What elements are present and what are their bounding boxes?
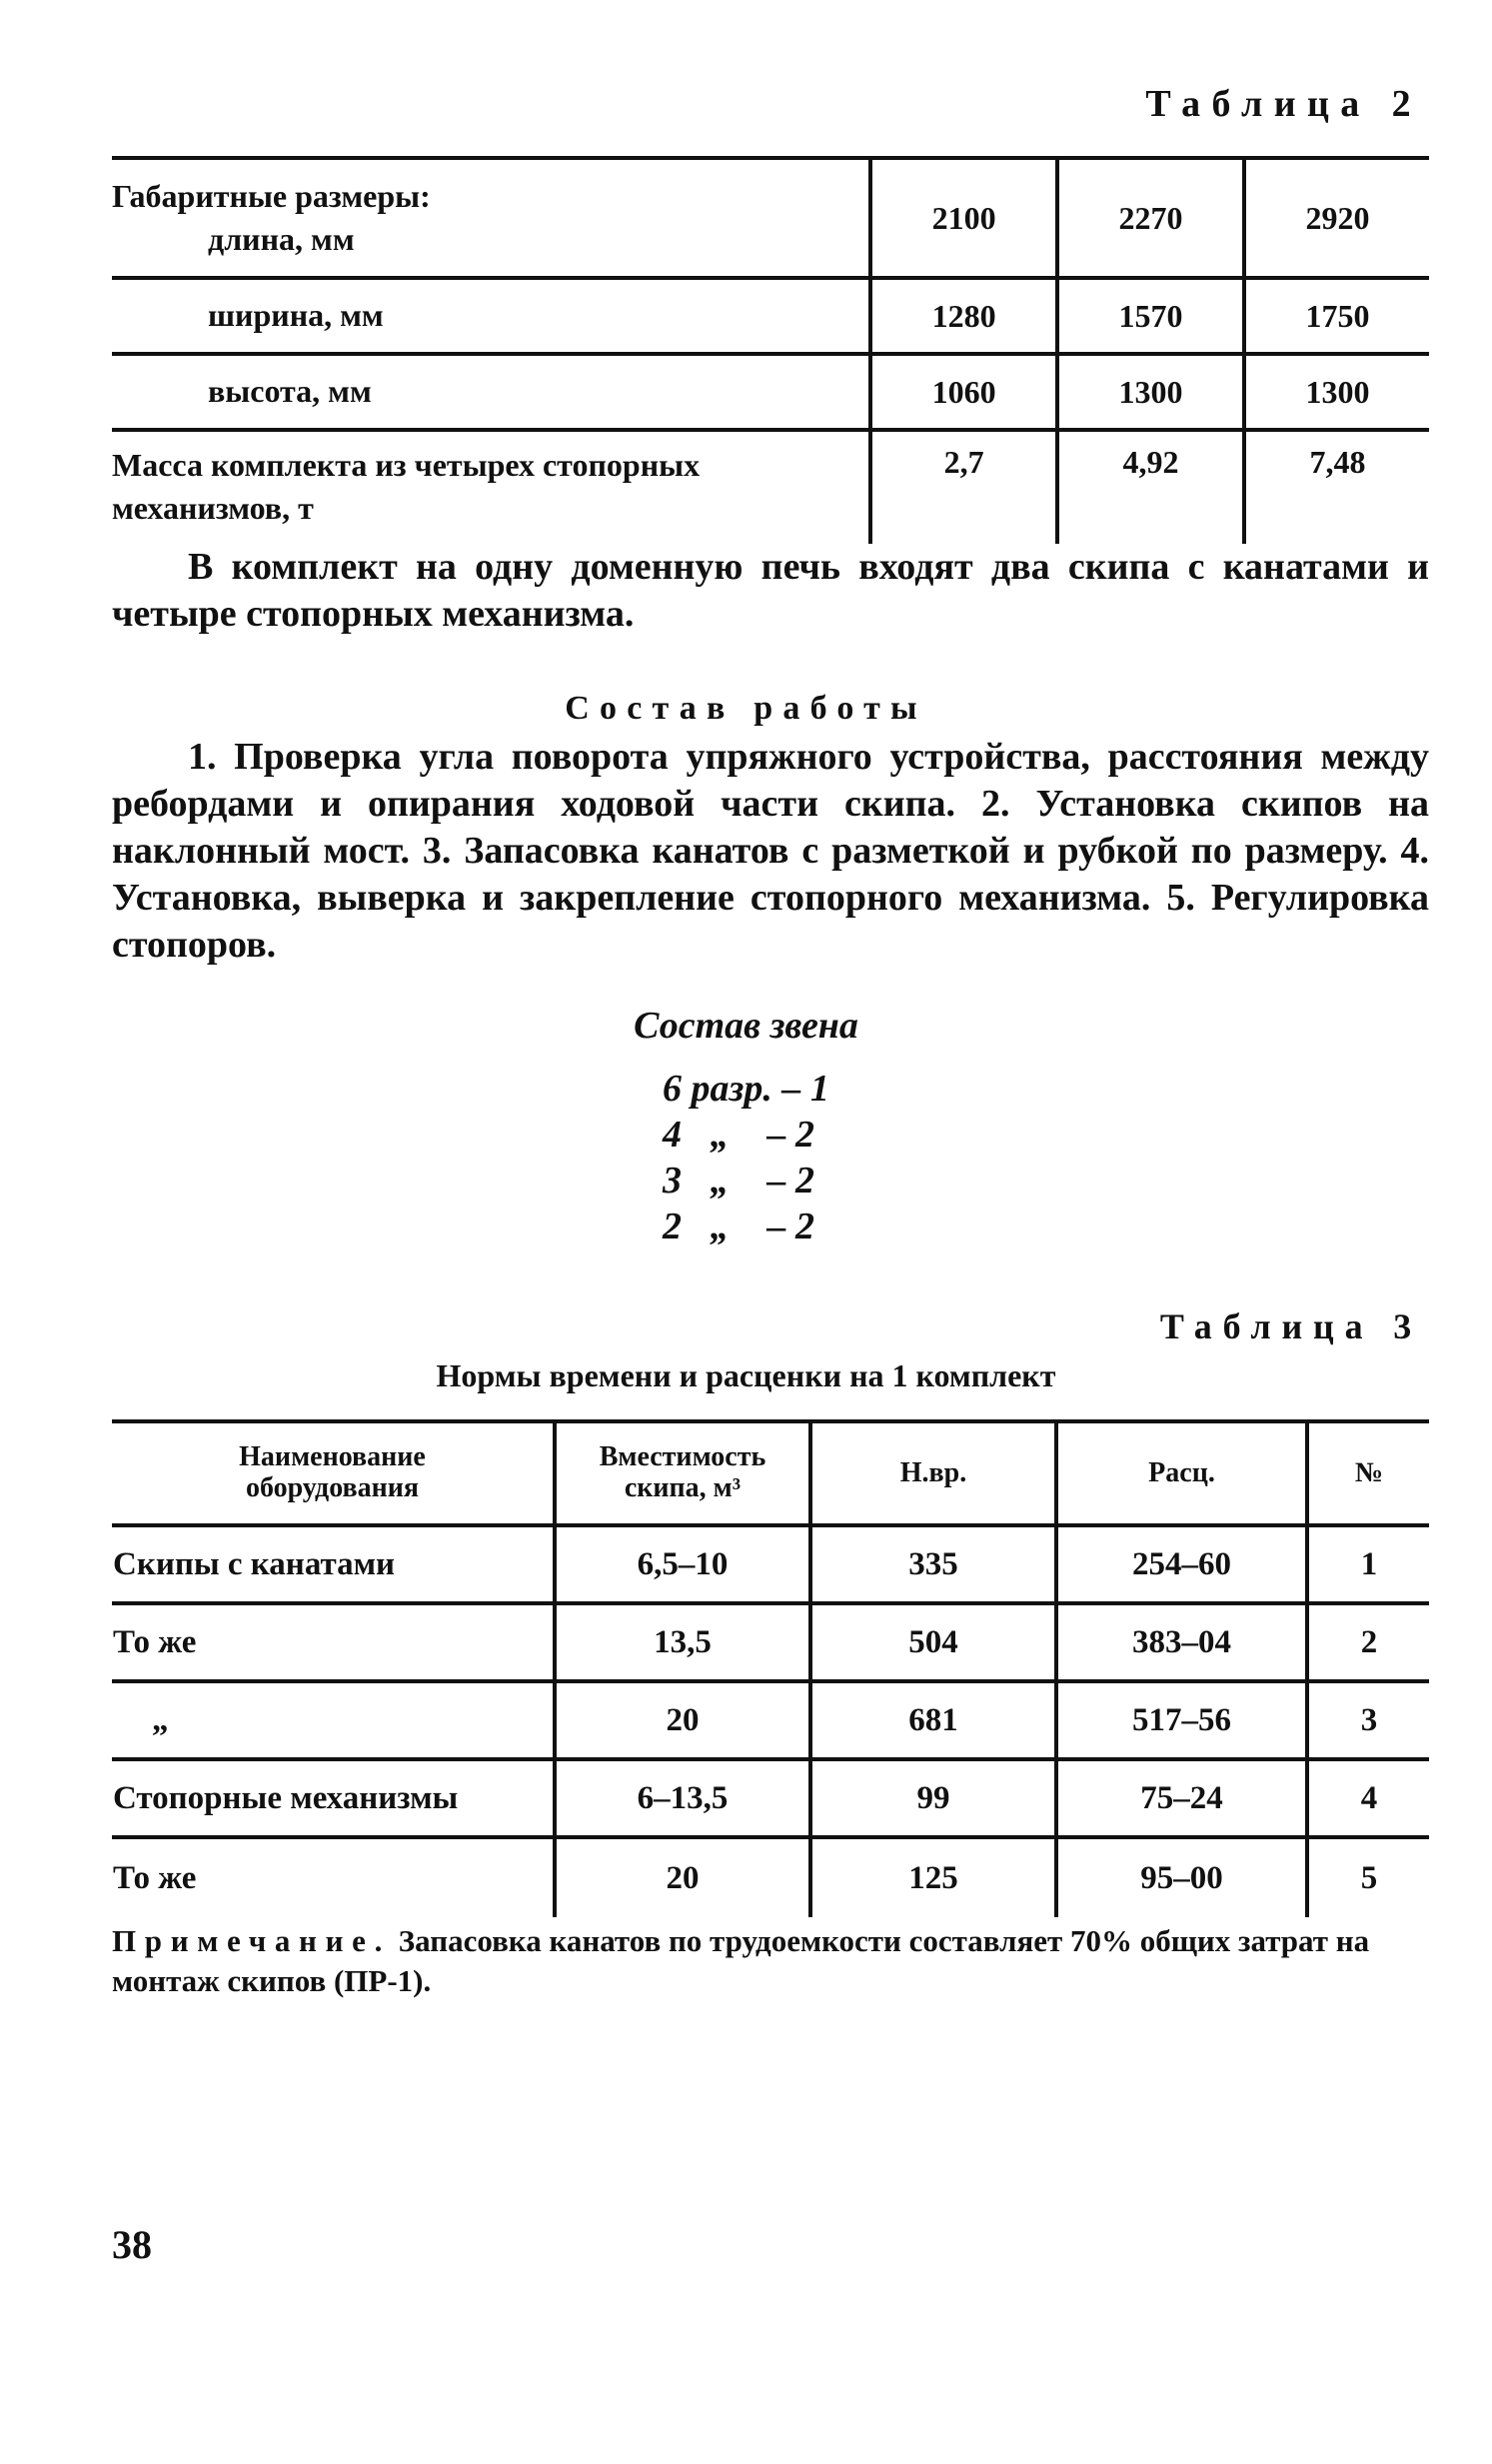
number-cell: 4: [1307, 1759, 1429, 1837]
table2-cell: 1300: [1244, 354, 1429, 430]
col-header-equipment: Наименование оборудования: [112, 1421, 555, 1525]
width-label: ширина, мм: [112, 278, 870, 354]
equipment-cell: „: [112, 1681, 555, 1759]
capacity-cell: 20: [555, 1681, 810, 1759]
norm-cell: 99: [810, 1759, 1056, 1837]
number-cell: 5: [1307, 1837, 1429, 1917]
dims-label: Габаритные размеры:: [112, 177, 431, 214]
capacity-cell: 6–13,5: [555, 1759, 810, 1837]
crew-line: 2 „ – 2: [663, 1206, 814, 1247]
capacity-cell: 13,5: [555, 1603, 810, 1681]
number-cell: 1: [1307, 1525, 1429, 1603]
norm-cell: 125: [810, 1837, 1056, 1917]
work-text: 1. Проверка угла поворота упряжного устройства, расстояния между ребордами и опирания ходовой части скипа. 2. Установка скипов на наклонный мост. 3. Запасовка канатов с разметкой и рубкой по размеру. 4. Установка, выверка и закрепление стопорного механизма. 5. Регулировка стопоров.: [112, 736, 1429, 966]
equipment-cell: То же: [113, 1859, 197, 1896]
rate-cell: 254–60: [1056, 1525, 1307, 1603]
equipment-cell: Скипы с канатами: [112, 1525, 555, 1603]
table2-cell: 1570: [1057, 278, 1244, 354]
rate-cell: 383–04: [1056, 1603, 1307, 1681]
mass-label-line1: Масса комплекта из четырех стопорных: [112, 447, 701, 483]
crew-line: 6 разр. – 1: [663, 1068, 829, 1110]
table2-cell: 4,92: [1057, 430, 1244, 544]
table2-label: Таблица 2: [1145, 83, 1422, 125]
col-header-capacity: Вместимость скипа, м³: [555, 1421, 810, 1525]
table2-cell: 1060: [870, 354, 1057, 430]
page-number: 38: [112, 2222, 152, 2267]
norm-cell: 335: [810, 1525, 1056, 1603]
crew-line: 3 „ – 2: [663, 1160, 814, 1202]
table2-cell: 1280: [870, 278, 1057, 354]
capacity-cell: 20: [555, 1837, 810, 1917]
capacity-cell: 6,5–10: [555, 1525, 810, 1603]
norm-cell: 504: [810, 1603, 1056, 1681]
number-cell: 3: [1307, 1681, 1429, 1759]
table-row: [112, 1837, 1429, 1917]
table3-label: Таблица 3: [1159, 1306, 1422, 1346]
col-header-norm: Н.вр.: [810, 1421, 1056, 1525]
table-row: [112, 1525, 1429, 1603]
table2-cell: 2270: [1057, 158, 1244, 278]
table-row: [112, 1603, 1429, 1681]
work-heading: Состав работы: [565, 690, 927, 727]
number-cell: 2: [1307, 1603, 1429, 1681]
col-header-rate: Расц.: [1056, 1421, 1307, 1525]
table3: [112, 1419, 1429, 1917]
crew-line: 4 „ – 2: [663, 1114, 814, 1156]
height-label: высота, мм: [112, 354, 870, 430]
table2-cell: 7,48: [1244, 430, 1429, 544]
table2-cell: 2920: [1244, 158, 1429, 278]
length-label: длина, мм: [208, 221, 355, 257]
equipment-cell: То же: [112, 1603, 555, 1681]
kit-paragraph: В комплект на одну доменную печь входят два скипа с канатами и четыре стопорных механизма.: [112, 546, 1429, 635]
table2-cell: 2100: [870, 158, 1057, 278]
mass-label-line2: механизмов, т: [112, 490, 314, 527]
note: [112, 1921, 1431, 2001]
crew-title: Состав звена: [634, 1005, 858, 1047]
col-header-number: №: [1307, 1421, 1429, 1525]
table2-cell: 1300: [1057, 354, 1244, 430]
table-row: [112, 1681, 1429, 1759]
table2: [112, 156, 1429, 544]
rate-cell: 95–00: [1056, 1837, 1307, 1917]
table2-cell: 2,7: [870, 430, 1057, 544]
table2-row-label: [112, 158, 870, 278]
note-text: Запасовка канатов по трудоемкости составляет 70% общих затрат на монтаж скипов (ПР-1).: [112, 1923, 1370, 1998]
equipment-cell: Стопорные механизмы: [112, 1759, 555, 1837]
rate-cell: 75–24: [1056, 1759, 1307, 1837]
table2-cell: 1750: [1244, 278, 1429, 354]
table-row: [112, 1759, 1429, 1837]
mass-label: [112, 430, 870, 544]
table3-title: Нормы времени и расценки на 1 комплект: [436, 1357, 1056, 1393]
rate-cell: 517–56: [1056, 1681, 1307, 1759]
norm-cell: 681: [810, 1681, 1056, 1759]
note-head: Примечание.: [112, 1923, 392, 1958]
